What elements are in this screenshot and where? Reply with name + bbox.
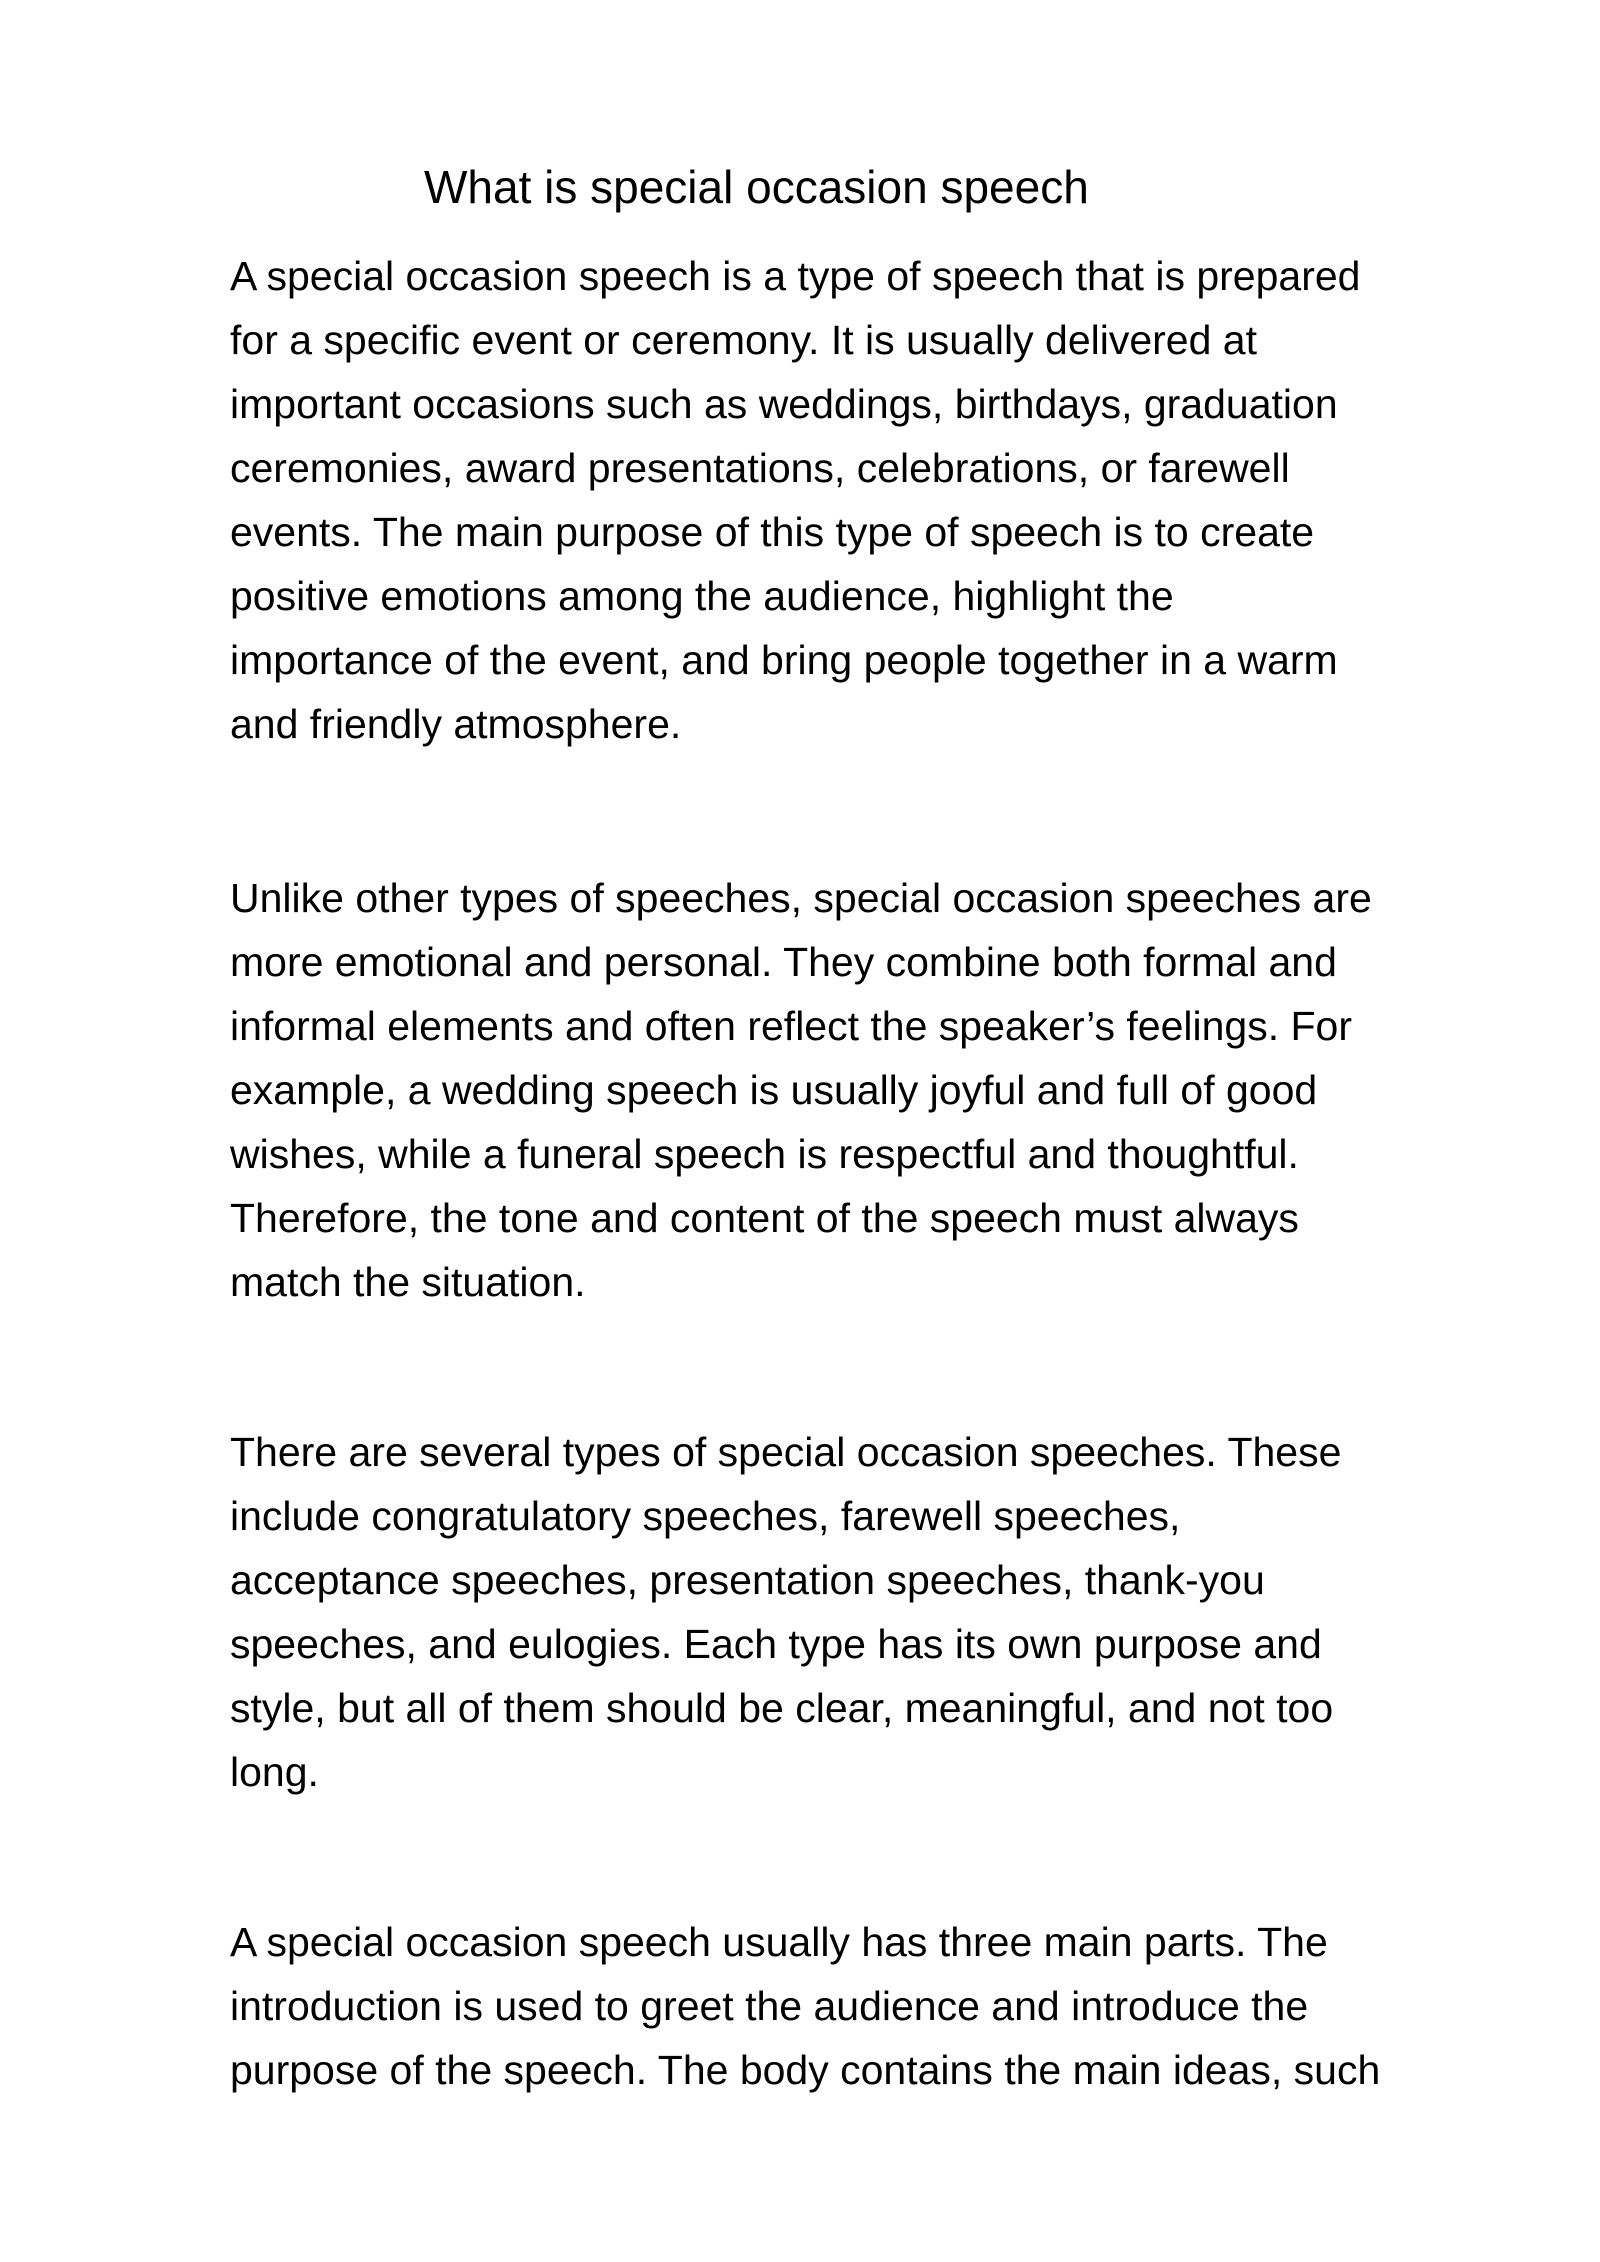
paragraph-line: example, a wedding speech is usually joyful and full of good xyxy=(230,1067,1318,1113)
paragraph-line: purpose of the speech. The body contains the main ideas, such xyxy=(230,2047,1381,2093)
paragraph-line: A special occasion speech is a type of speech that is prepared xyxy=(230,253,1361,299)
paragraph-line: include congratulatory speeches, farewell speeches, xyxy=(230,1493,1181,1539)
paragraph-line: importance of the event, and bring people together in a warm xyxy=(230,637,1338,683)
paragraph-line: ceremonies, award presentations, celebrations, or farewell xyxy=(230,445,1290,491)
paragraph-line: introduction is used to greet the audience and introduce the xyxy=(230,1983,1309,2029)
paragraph-line: and friendly atmosphere. xyxy=(230,701,682,747)
paragraph-line: A special occasion speech usually has three main parts. The xyxy=(230,1919,1328,1965)
paragraph-line: match the situation. xyxy=(230,1259,586,1305)
paragraph-line: acceptance speeches, presentation speeches, thank-you xyxy=(230,1557,1265,1603)
paragraph-2 xyxy=(230,866,1470,1314)
paragraph-4 xyxy=(230,1910,1470,2102)
paragraph-line: wishes, while a funeral speech is respectful and thoughtful. xyxy=(230,1131,1299,1177)
paragraph-line: for a specific event or ceremony. It is usually delivered at xyxy=(230,317,1257,363)
paragraph-line: Unlike other types of speeches, special occasion speeches are xyxy=(230,875,1372,921)
paragraph-line: There are several types of special occasion speeches. These xyxy=(230,1429,1342,1475)
paragraph-line: speeches, and eulogies. Each type has its own purpose and xyxy=(230,1621,1322,1667)
paragraph-line: style, but all of them should be clear, meaningful, and not too xyxy=(230,1685,1334,1731)
paragraph-1 xyxy=(230,244,1470,756)
paragraph-line: long. xyxy=(230,1749,319,1795)
paragraph-line: informal elements and often reflect the speaker’s feelings. For xyxy=(230,1003,1353,1049)
paragraph-line: more emotional and personal. They combine both formal and xyxy=(230,939,1337,985)
paragraph-line: Therefore, the tone and content of the speech must always xyxy=(230,1195,1299,1241)
document-title: What is special occasion speech xyxy=(424,161,1089,213)
paragraph-3 xyxy=(230,1420,1470,1804)
paragraph-line: events. The main purpose of this type of speech is to create xyxy=(230,509,1315,555)
paragraph-line: important occasions such as weddings, birthdays, graduation xyxy=(230,381,1338,427)
paragraph-line: positive emotions among the audience, highlight the xyxy=(230,573,1174,619)
